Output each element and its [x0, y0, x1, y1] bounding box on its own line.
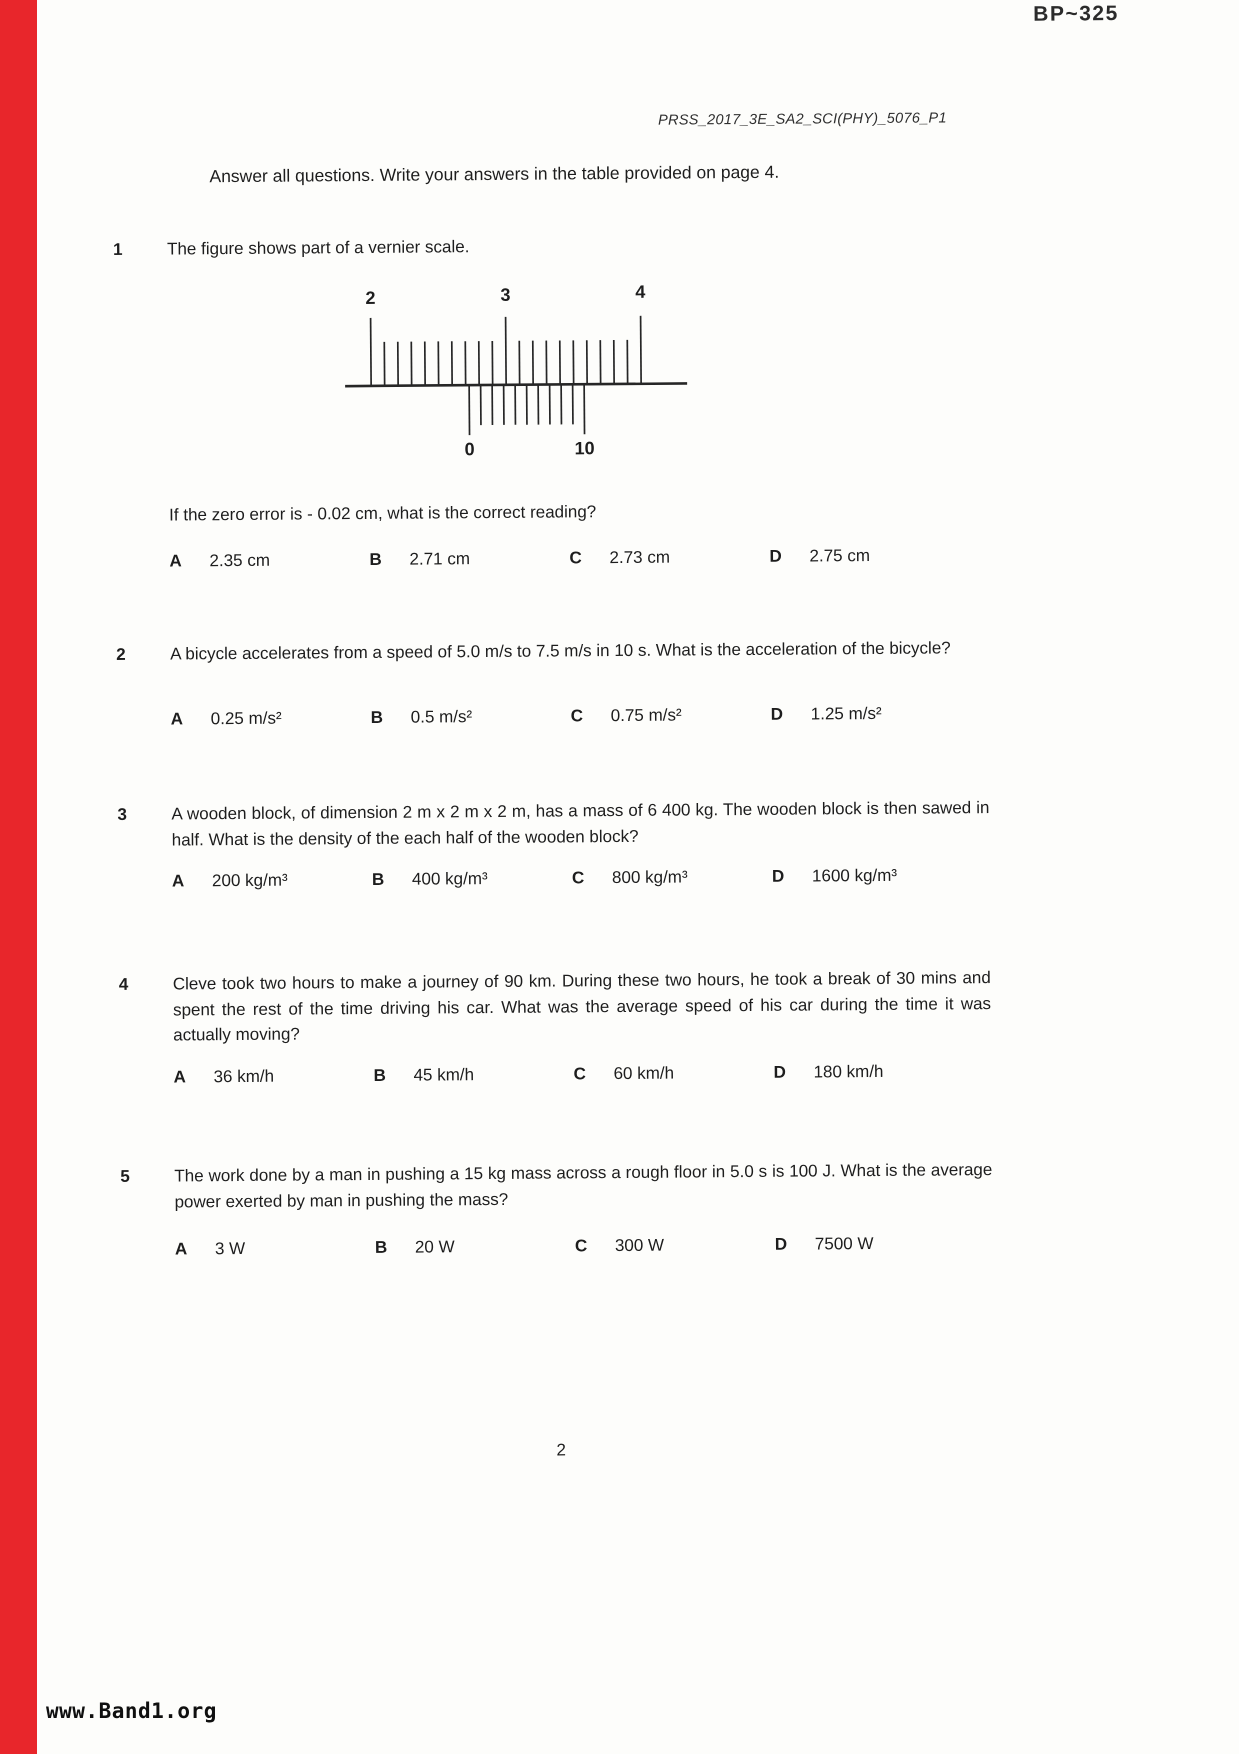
main-scale-label-2: 2	[365, 287, 376, 308]
question-1-prompt: If the zero error is - 0.02 cm, what is the correct reading?	[169, 502, 597, 525]
option-a	[172, 870, 372, 892]
question-2	[116, 635, 988, 667]
option-c-value: 0.75 m/s²	[610, 705, 682, 726]
option-d	[773, 1061, 1023, 1083]
question-1-text: The figure shows part of a vernier scale.	[166, 237, 470, 259]
question-5-text: The work done by a man in pushing a 15 kg mass across a rough floor in 5.0 s is 100 J. What is the average power exerted by man in pushing the mass?	[174, 1160, 993, 1212]
option-a	[169, 550, 369, 572]
option-c	[573, 1063, 773, 1085]
option-c-value: 800 kg/m³	[611, 867, 688, 888]
question-4-text: Cleve took two hours to make a journey of 90 km. During these two hours, he took a break of 30 mins and spent the rest of the time driving his car. What was the average speed of his car during the time it was actually moving?	[172, 968, 992, 1045]
option-a-label: A	[170, 709, 184, 729]
option-d-label: D	[770, 704, 784, 724]
question-1-number: 1	[112, 239, 123, 259]
option-b-label: B	[374, 1237, 388, 1257]
option-b-label: B	[369, 549, 382, 569]
question-2-text: A bicycle accelerates from a speed of 5.0 m/s to 7.5 m/s in 10 s. What is the acceleration of the bicycle?	[170, 638, 951, 664]
option-d-label: D	[771, 866, 785, 886]
scale-baseline	[345, 383, 687, 386]
option-d	[771, 703, 1021, 725]
question-4-number: 4	[118, 974, 129, 994]
option-d	[775, 1233, 1025, 1255]
document-code: PRSS_2017_3E_SA2_SCI(PHY)_5076_P1	[657, 110, 947, 129]
option-d-value: 1.25 m/s²	[810, 703, 882, 724]
option-a-label: A	[173, 1067, 186, 1087]
main-scale-label-4: 4	[635, 283, 646, 302]
option-d-label: D	[769, 546, 782, 566]
option-b	[371, 706, 571, 728]
question-3-number: 3	[117, 804, 128, 824]
vernier-scale-figure	[340, 283, 691, 471]
instructions-line: Answer all questions. Write your answers in the table provided on page 4.	[209, 161, 780, 187]
question-1-options	[169, 545, 1049, 572]
option-a	[171, 708, 371, 730]
question-3-text: A wooden block, of dimension 2 m x 2 m x 2 m, has a mass of 6 400 kg. The wooden block is then sawed in half. What is the density of the each half of the wooden block?	[171, 798, 990, 850]
question-4-options	[173, 1061, 1053, 1088]
option-b-label: B	[370, 707, 384, 727]
main-scale-ticks	[371, 316, 642, 386]
question-2-number: 2	[116, 644, 126, 664]
vernier-label-10: 10	[574, 438, 595, 459]
option-c-label: C	[570, 706, 584, 726]
question-2-options	[171, 703, 1051, 730]
question-5-number: 5	[120, 1166, 130, 1186]
option-d-label: D	[774, 1234, 788, 1254]
option-c-label: C	[573, 1064, 586, 1084]
vernier-scale-ticks	[469, 384, 584, 435]
option-b-value: 20 W	[414, 1237, 455, 1257]
option-d-value: 2.75 cm	[809, 546, 871, 566]
option-d-value: 7500 W	[814, 1234, 874, 1254]
question-4	[119, 965, 992, 1048]
option-c-value: 300 W	[614, 1235, 665, 1256]
option-a-value: 0.25 m/s²	[210, 708, 282, 729]
vernier-label-0: 0	[464, 439, 475, 460]
option-b	[373, 1064, 573, 1086]
option-c-label: C	[571, 868, 585, 888]
option-b-label: B	[373, 1065, 386, 1085]
option-a	[175, 1238, 375, 1260]
page-number: 2	[556, 1440, 567, 1460]
option-b	[369, 548, 569, 570]
option-b	[372, 868, 572, 890]
option-b-value: 0.5 m/s²	[410, 707, 473, 727]
option-c	[571, 705, 771, 727]
option-d-value: 1600 kg/m³	[811, 865, 898, 886]
option-a-label: A	[174, 1239, 188, 1259]
option-d-value: 180 km/h	[813, 1061, 884, 1082]
option-c-label: C	[569, 548, 582, 568]
question-3	[117, 795, 989, 853]
option-d-label: D	[773, 1062, 786, 1082]
option-c	[575, 1235, 775, 1257]
option-b-value: 400 kg/m³	[411, 869, 488, 889]
question-3-options	[172, 865, 1052, 892]
option-a-value: 3 W	[214, 1238, 246, 1259]
option-c	[572, 867, 772, 889]
option-c	[569, 547, 769, 569]
option-a-value: 36 km/h	[213, 1066, 275, 1087]
option-b-value: 45 km/h	[413, 1065, 475, 1085]
question-1	[113, 230, 985, 262]
option-b-value: 2.71 cm	[409, 549, 471, 569]
option-a-label: A	[169, 551, 182, 571]
option-b-label: B	[371, 869, 385, 889]
option-a	[173, 1066, 373, 1088]
main-scale-label-3: 3	[500, 284, 511, 305]
vernier-scale-drawing	[340, 283, 691, 466]
option-d	[769, 545, 1019, 567]
option-a-label: A	[171, 871, 185, 891]
option-d	[772, 865, 1022, 887]
page-stamp: BP~325	[1033, 2, 1119, 26]
option-c-value: 2.73 cm	[609, 547, 671, 568]
option-c-value: 60 km/h	[613, 1063, 675, 1084]
question-5	[120, 1157, 992, 1215]
question-5-options	[175, 1233, 1055, 1260]
site-watermark: www.Band1.org	[46, 1699, 217, 1723]
option-a-value: 2.35 cm	[209, 550, 271, 571]
option-a-value: 200 kg/m³	[211, 870, 288, 891]
option-c-label: C	[574, 1236, 588, 1256]
option-b	[375, 1236, 575, 1258]
